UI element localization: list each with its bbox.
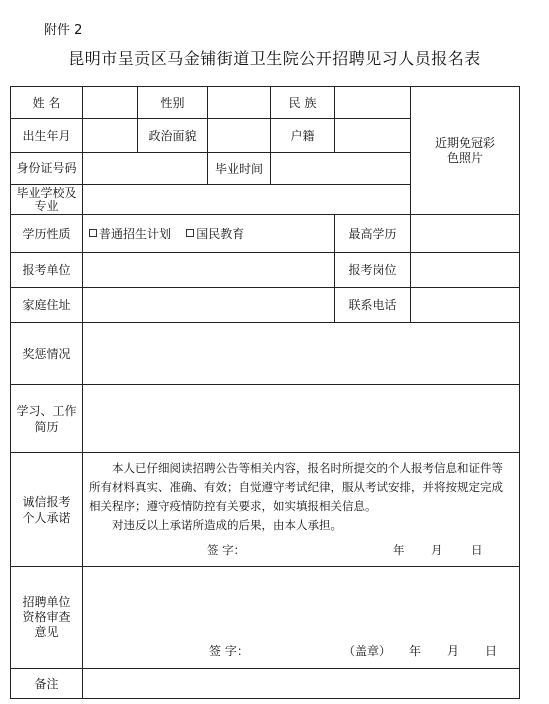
attachment-label: 附件 2: [44, 23, 83, 38]
name-label: 姓 名: [11, 87, 83, 119]
edu-option1-checkbox[interactable]: [89, 229, 97, 237]
review-label: [11, 567, 83, 669]
review-stamp: （盖章）: [343, 644, 392, 658]
phone-field[interactable]: [411, 288, 520, 323]
unit-field[interactable]: [83, 253, 335, 288]
remarks-label: 备注: [11, 669, 83, 699]
pledge-content: [83, 453, 520, 567]
political-label: 政治面貌: [138, 119, 208, 153]
highest-edu-field[interactable]: [411, 215, 520, 253]
phone-label: 联系电话: [335, 288, 411, 323]
edu-type-label: 学历性质: [11, 215, 83, 253]
id-number-field[interactable]: [83, 153, 208, 185]
review-sign-line: [85, 642, 517, 668]
remarks-field[interactable]: [83, 669, 520, 699]
address-label: 家庭住址: [11, 288, 83, 323]
post-label: 报考岗位: [335, 253, 411, 288]
pledge-label: [11, 453, 83, 567]
pledge-paragraph-2: 对违反以上承诺所造成的后果，由本人承担。: [112, 518, 342, 532]
review-day: 日: [485, 644, 498, 658]
school-major-text: 毕业学校及专业: [16, 185, 77, 213]
post-field[interactable]: [411, 253, 520, 288]
edu-option1-label: 普通招生计划: [99, 226, 172, 241]
photo-box[interactable]: [411, 87, 520, 215]
pledge-year: 年: [393, 543, 405, 557]
pledge-day: 日: [471, 543, 483, 557]
resume-label: [11, 385, 83, 453]
awards-field[interactable]: [83, 323, 520, 385]
unit-label: 报考单位: [11, 253, 83, 288]
photo-label: 近期免冠彩色照片: [435, 135, 496, 165]
id-number-label: [11, 153, 83, 185]
review-sign-label: 签 字：: [209, 644, 249, 658]
political-field[interactable]: [208, 119, 271, 153]
id-number-text: 身份证号码: [16, 161, 77, 175]
resume-text: 学习、工作简历: [16, 403, 77, 434]
edu-type-options: [83, 215, 335, 253]
review-text-label: 招聘单位资格审查意见: [22, 595, 71, 639]
resume-field[interactable]: [83, 385, 520, 453]
form-title: 昆明市呈贡区马金铺街道卫生院公开招聘见习人员报名表: [68, 49, 481, 68]
review-month: 月: [447, 644, 460, 658]
name-field[interactable]: [83, 87, 138, 119]
pledge-month: 月: [431, 543, 443, 557]
hukou-field[interactable]: [335, 119, 411, 153]
school-major-field[interactable]: [83, 185, 411, 215]
pledge-paragraph-1: 本人已仔细阅读招聘公告等相关内容，报名时所提交的个人报考信息和证件等所有材料真实、准确、有效；自觉遵守考试纪律，服从考试安排，并将按规定完成相关程序；遵守疫情防控有关要求，如实填报相关信息。: [89, 461, 503, 513]
pledge-sign-label: 签 字：: [207, 543, 246, 557]
address-field[interactable]: [83, 288, 335, 323]
review-content[interactable]: [83, 567, 520, 669]
grad-time-field[interactable]: [271, 153, 411, 185]
hukou-label: 户籍: [271, 119, 335, 153]
edu-option2-label: 国民教育: [196, 226, 245, 241]
birth-label: 出生年月: [11, 119, 83, 153]
pledge-text-label: 诚信报考个人承诺: [22, 494, 71, 525]
pledge-sign-line: [89, 543, 513, 561]
review-year: 年: [409, 644, 422, 658]
grad-time-label: 毕业时间: [208, 153, 271, 185]
edu-option2-checkbox[interactable]: [186, 229, 194, 237]
highest-edu-label: 最高学历: [335, 215, 411, 253]
gender-field[interactable]: [208, 87, 271, 119]
registration-form-table: [10, 86, 520, 699]
awards-label: 奖惩情况: [11, 323, 83, 385]
birth-field[interactable]: [83, 119, 138, 153]
school-major-label: [11, 185, 83, 215]
gender-label: 性别: [138, 87, 208, 119]
ethnicity-field[interactable]: [335, 87, 411, 119]
ethnicity-label: 民 族: [271, 87, 335, 119]
